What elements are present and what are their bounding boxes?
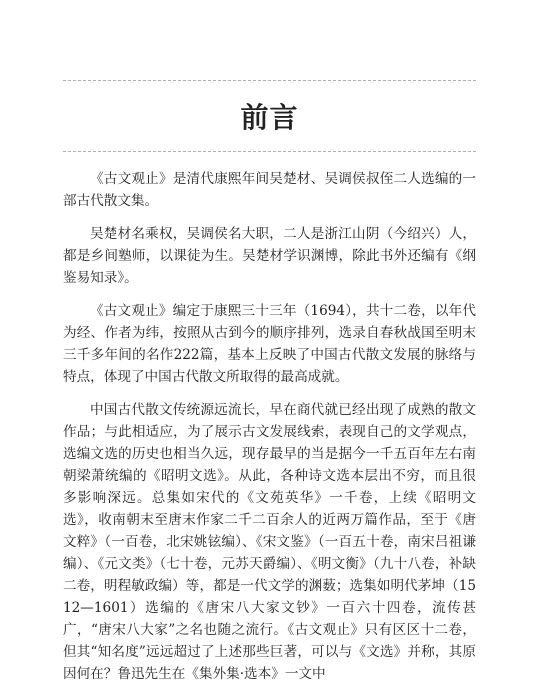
top-divider [63,80,476,81]
paragraph-3: 《古文观止》编定于康熙三十三年（1694），共十二卷，以年代为经、作者为纬，按照从古到今的顺序排列，选录自春秋战国至明末三千多年间的名作222篇，基本上反映了中国古代散文发展的脉络与特点，体现了中国古代散文所取得的最高成就。 [63,303,476,385]
bottom-divider [63,151,476,152]
paragraph-2: 吴楚材名乘权，吴调侯名大职，二人是浙江山阴（今绍兴）人，都是乡间塾师，以课徒为生。吴楚材学识渊博，除此书外还编有《纲鉴易知录》。 [63,226,476,286]
document-body [63,168,476,696]
paragraph-4: 中国古代散文传统源远流长，早在商代就已经出现了成熟的散文作品；与此相适应，为了展示古文发展线索，表现自己的文学观点，选编文选的历史也相当久远，现存最早的当是据今一千五百年左右南朝梁萧统编的《昭明文选》。从此，各种诗文选本层出不穷，而且很多影响深远。总集如宋代的《文苑英华》一千卷，上续《昭明文选》，收南朝末至唐末作家二千二百余人的近两万篇作品，至于《唐文粹》（一百卷，北宋姚铉编）、《宋文鉴》（一百五十卷，南宋吕祖谦编）、《元文类》（七十卷，元苏天爵编）、《明文衡》（九十八卷，补缺二卷，明程敏政编）等，都是一代文学的渊薮；选集如明代茅坤（1512—1601）选编的《唐宋八大家文钞》一百六十四卷，流传甚广，“唐宋八大家”之名也随之流行。《古文观止》只有区区十二卷，但其“知名度”远远超过了上述那些巨著，可以与《文选》并称，其原因何在？鲁迅先生在《集外集·选本》一文中 [63,402,476,682]
page-title: 前言 [240,101,299,134]
paragraph-1: 《古文观止》是清代康熙年间吴楚材、吴调侯叔侄二人选编的一部古代散文集。 [63,171,476,209]
